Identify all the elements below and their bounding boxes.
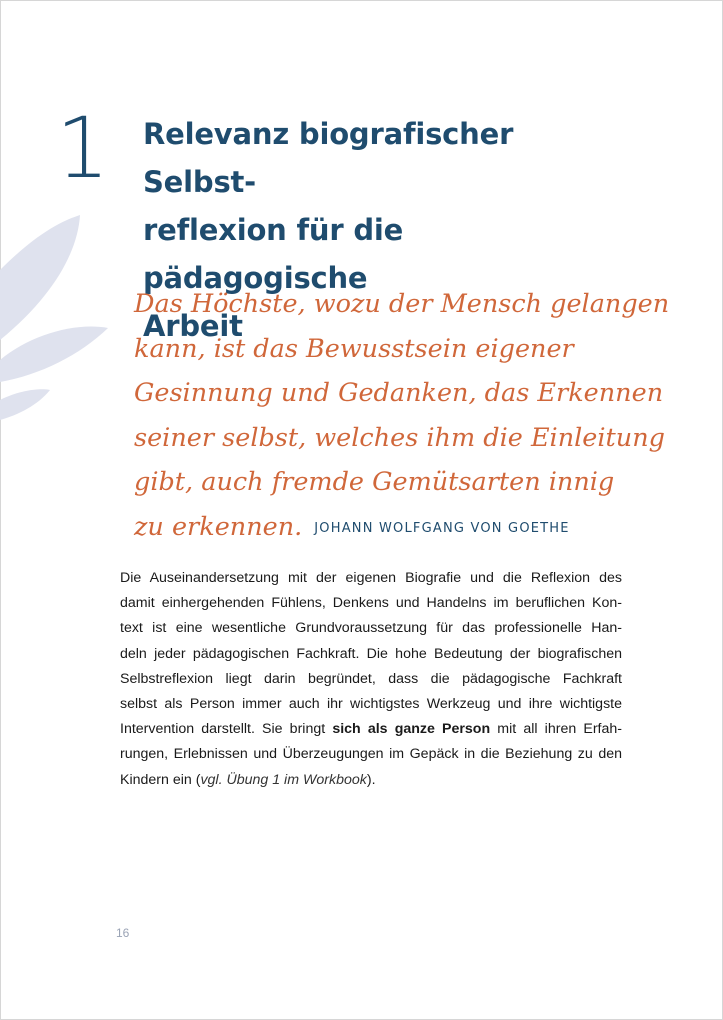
line-text: mit all ihren Erfah- <box>490 721 622 738</box>
page-number: 16 <box>116 926 130 940</box>
leaf-decoration-icon <box>0 210 115 430</box>
quote-author: JOHANN WOLFGANG VON GOETHE <box>314 520 570 536</box>
paragraph-line: Die Auseinandersetzung mit der eigenen Biografie und die Reflexion des <box>120 570 622 586</box>
paragraph-line: rungen, Erlebnissen und Überzeugungen im Gepäck in die Beziehung zu den <box>120 746 622 763</box>
line-text: Kindern ein ( <box>120 771 201 788</box>
quote-line: Gesinnung und Gedanken, das Erkennen <box>134 378 664 408</box>
paragraph-line: selbst als Person immer auch ihr wichtigstes Werkzeug und ihre wichtigste <box>120 696 622 713</box>
chapter-title-line: Relevanz biografischer Selbst- <box>143 117 514 199</box>
quote-line: gibt, auch fremde Gemütsarten innig <box>134 467 615 497</box>
quote-line: kann, ist das Bewusstsein eigener <box>134 333 574 364</box>
paragraph-line: damit einhergehenden Fühlens, Denkens und Handelns im beruflichen Kon- <box>120 595 622 612</box>
chapter-title-line: reflexion für die pädagogische <box>143 213 404 295</box>
quote-line: Das Höchste, wozu der Mensch gelangen <box>134 289 670 319</box>
body-paragraph <box>120 566 622 793</box>
quote-line-text: zu erkennen. <box>134 511 303 542</box>
paragraph-line-emphasis <box>120 717 622 742</box>
workbook-reference: vgl. Übung 1 im Workbook <box>200 771 367 788</box>
quote-last-line <box>134 505 594 552</box>
quote-line: seiner selbst, welches ihm die Einleitung <box>134 422 665 453</box>
bold-emphasis: sich als ganze Person <box>332 721 491 738</box>
line-text: ). <box>366 771 376 788</box>
paragraph-line: deln jeder pädagogischen Fachkraft. Die hohe Bedeutung der biografischen <box>120 645 622 662</box>
paragraph-last-line <box>120 768 622 793</box>
line-text: Intervention darstellt. Sie bringt <box>120 721 333 738</box>
paragraph-line: Selbstreflexion liegt darin begründet, dass die pädagogische Fachkraft <box>120 670 622 687</box>
epigraph-quote <box>134 282 670 551</box>
chapter-title-line: Arbeit <box>143 309 243 343</box>
chapter-number: 1 <box>56 99 110 197</box>
paragraph-line: text ist eine wesentliche Grundvoraussetzung für das professionelle Han- <box>120 620 622 637</box>
